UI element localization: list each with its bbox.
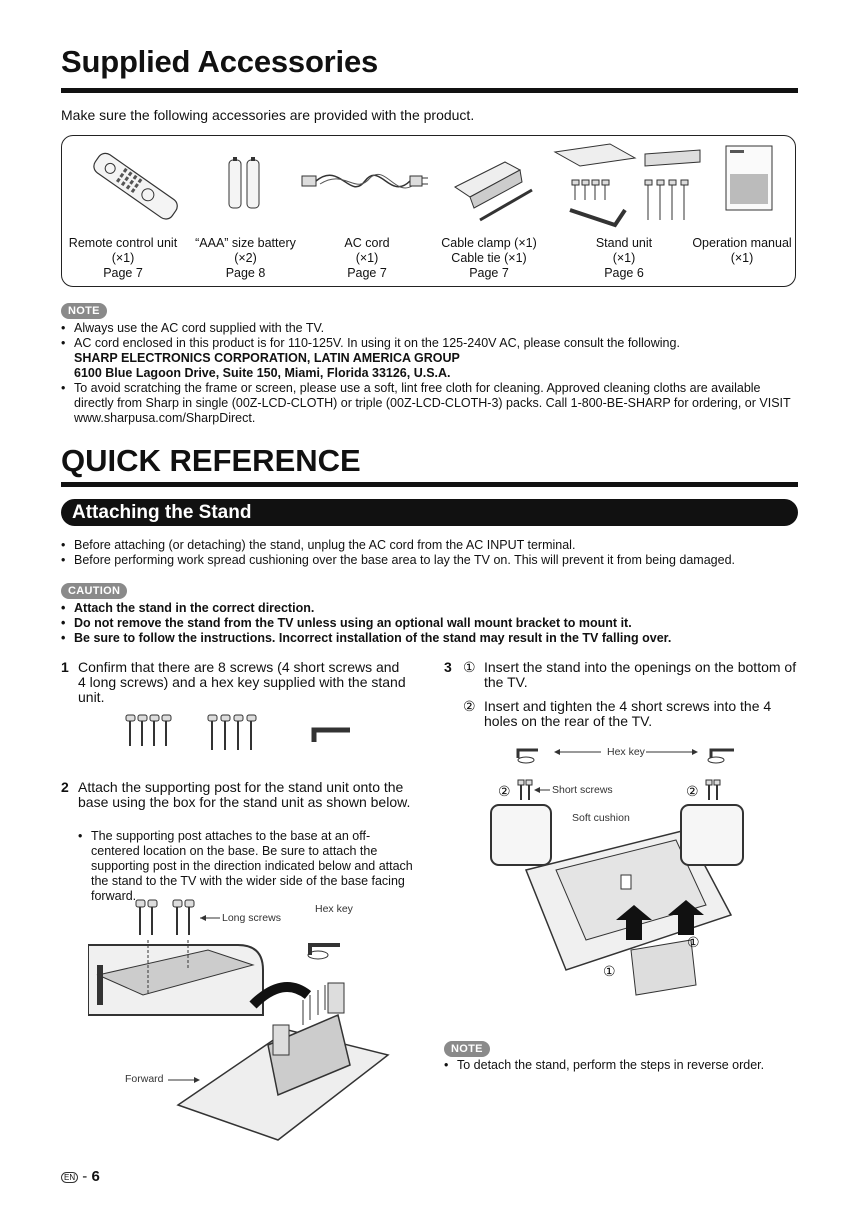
sub-text: The supporting post attaches to the base at an off-centered location on the base. Be sure to attach the supporting post in the direction indicated below and attach the stand to the TV with the wider side of the base facing forward. — [91, 829, 413, 903]
accessory-manual — [686, 236, 798, 266]
step-2-sub — [78, 829, 413, 904]
accessory-name: “AAA” size battery — [195, 236, 296, 250]
note-text: Always use the AC cord supplied with the TV. — [74, 321, 325, 335]
accessory-cable-clamp — [424, 236, 554, 281]
accessory-qty: (×1) — [730, 251, 754, 265]
accessory-name: AC cord — [344, 236, 390, 250]
stand-unit-image — [550, 140, 720, 235]
caution-list — [61, 601, 801, 646]
list-item — [61, 631, 801, 646]
accessory-page: Page 7 — [469, 266, 509, 280]
cable-clamp-image — [450, 152, 540, 222]
step-number: 2 — [61, 779, 69, 795]
accessory-name: Operation manual — [692, 236, 792, 250]
caution-badge — [61, 581, 127, 599]
note-text: AC cord enclosed in this product is for 110-125V. In using it on the 125-240V AC, please consult the following. — [74, 336, 680, 350]
intro-text: Make sure the following accessories are provided with the product. — [61, 107, 475, 123]
marker-1-right: ① — [687, 934, 700, 950]
accessory-name: Stand unit — [595, 236, 653, 250]
step-3 — [444, 660, 800, 729]
step-text: Insert the stand into the openings on the bottom of the TV. — [484, 659, 797, 690]
hex-key-label: Hex key — [315, 903, 353, 915]
step-text: Confirm that there are 8 screws (4 short screws and 4 long screws) and a hex key supplied with the stand unit. — [78, 659, 406, 705]
page-number: 6 — [91, 1168, 100, 1185]
short-screws-label: Short screws — [552, 784, 613, 796]
list-item — [78, 829, 413, 904]
caution-label: CAUTION — [61, 583, 127, 599]
accessory-name: Remote control unit — [68, 236, 178, 250]
ac-cord-image — [300, 156, 430, 206]
operation-manual-image — [724, 144, 776, 214]
step-number: 1 — [61, 659, 69, 675]
note-list-2 — [444, 1058, 800, 1073]
accessory-remote — [62, 236, 184, 281]
company-name: SHARP ELECTRONICS CORPORATION, LATIN AMERICA GROUP — [74, 351, 460, 365]
accessory-name: Cable clamp (×1) — [441, 236, 537, 250]
note-item — [61, 381, 801, 426]
title-rule — [61, 88, 798, 93]
quick-reference-title: QUICK REFERENCE — [61, 443, 361, 478]
step-text: Insert and tighten the 4 short screws into the 4 holes on the rear of the TV. — [484, 698, 772, 729]
step-1 — [61, 660, 411, 705]
long-screws-label: Long screws — [222, 912, 281, 924]
caution-text: Attach the stand in the correct direction. — [74, 601, 315, 615]
battery-image — [225, 156, 265, 211]
accessory-qty: (×1) — [111, 251, 135, 265]
stand-bullets — [61, 538, 801, 568]
page-title: Supplied Accessories — [61, 44, 379, 79]
marker-2-left: ② — [498, 783, 511, 799]
list-item — [61, 616, 801, 631]
note-item — [61, 336, 801, 381]
accessory-qty: (×1) — [355, 251, 379, 265]
remote-control-image — [90, 142, 180, 232]
forward-label: Forward — [125, 1073, 164, 1085]
accessory-ac-cord — [312, 236, 422, 281]
note-badge — [61, 301, 107, 319]
note-label: NOTE — [61, 303, 107, 319]
accessory-page: Page 6 — [604, 266, 644, 280]
caution-text: Do not remove the stand from the TV unless using an optional wall mount bracket to mount it. — [74, 616, 632, 630]
marker-2-right: ② — [686, 783, 699, 799]
language-badge: EN — [61, 1172, 78, 1183]
bullet-text: Before attaching (or detaching) the stand, unplug the AC cord from the AC INPUT terminal. — [74, 538, 576, 552]
caution-text: Be sure to follow the instructions. Incorrect installation of the stand may result in the TV falling over. — [74, 631, 672, 645]
section-title: Attaching the Stand — [72, 502, 252, 523]
accessory-page: Page 7 — [347, 266, 387, 280]
tv-attach-diagram — [486, 740, 766, 1000]
note-text: To avoid scratching the frame or screen, please use a soft, lint free cloth for cleaning. Approved cleaning cloths are available directly from Sharp in single (00Z-LCD-CLOTH) or triple (00Z-LCD-CLOTH-3) packs. Call 1-800-BE-SHARP for ordering, or VISIT www.sharpusa.com/SharpDirect. — [74, 381, 791, 425]
bullet-text: Before performing work spread cushioning over the base area to lay the TV on. This will prevent it from being damaged. — [74, 553, 736, 567]
hex-key-label-2: Hex key — [607, 746, 645, 758]
stand-assembly-diagram — [88, 895, 418, 1145]
step-marker: ② — [463, 698, 476, 714]
note-item — [61, 321, 801, 336]
page-footer: EN - 6 — [61, 1168, 100, 1185]
step-text: Attach the supporting post for the stand unit onto the base using the box for the stand unit as shown below. — [78, 779, 411, 810]
quick-rule — [61, 482, 798, 487]
marker-1-left: ① — [603, 963, 616, 979]
accessory-qty: Cable tie (×1) — [451, 251, 527, 265]
note-label: NOTE — [444, 1041, 490, 1057]
screws-image — [118, 712, 358, 752]
step-number: 3 — [444, 659, 452, 675]
accessory-qty: (×1) — [612, 251, 636, 265]
accessories-box — [61, 135, 796, 287]
accessory-battery — [188, 236, 303, 281]
list-item — [61, 538, 801, 553]
accessory-page: Page 7 — [103, 266, 143, 280]
step-marker: ① — [463, 659, 476, 675]
list-item — [61, 601, 801, 616]
note-badge-2 — [444, 1039, 490, 1057]
accessory-page: Page 8 — [225, 266, 266, 280]
company-address: 6100 Blue Lagoon Drive, Suite 150, Miami, Florida 33126, U.S.A. — [74, 366, 451, 380]
list-item — [61, 553, 801, 568]
note-list — [61, 321, 801, 426]
section-header — [61, 499, 798, 526]
accessory-qty: (×2) — [234, 251, 257, 265]
list-item — [444, 1058, 800, 1073]
accessory-stand — [570, 236, 678, 281]
note-text: To detach the stand, perform the steps in reverse order. — [457, 1058, 765, 1072]
step-2 — [61, 780, 411, 810]
soft-cushion-label: Soft cushion — [572, 812, 630, 824]
